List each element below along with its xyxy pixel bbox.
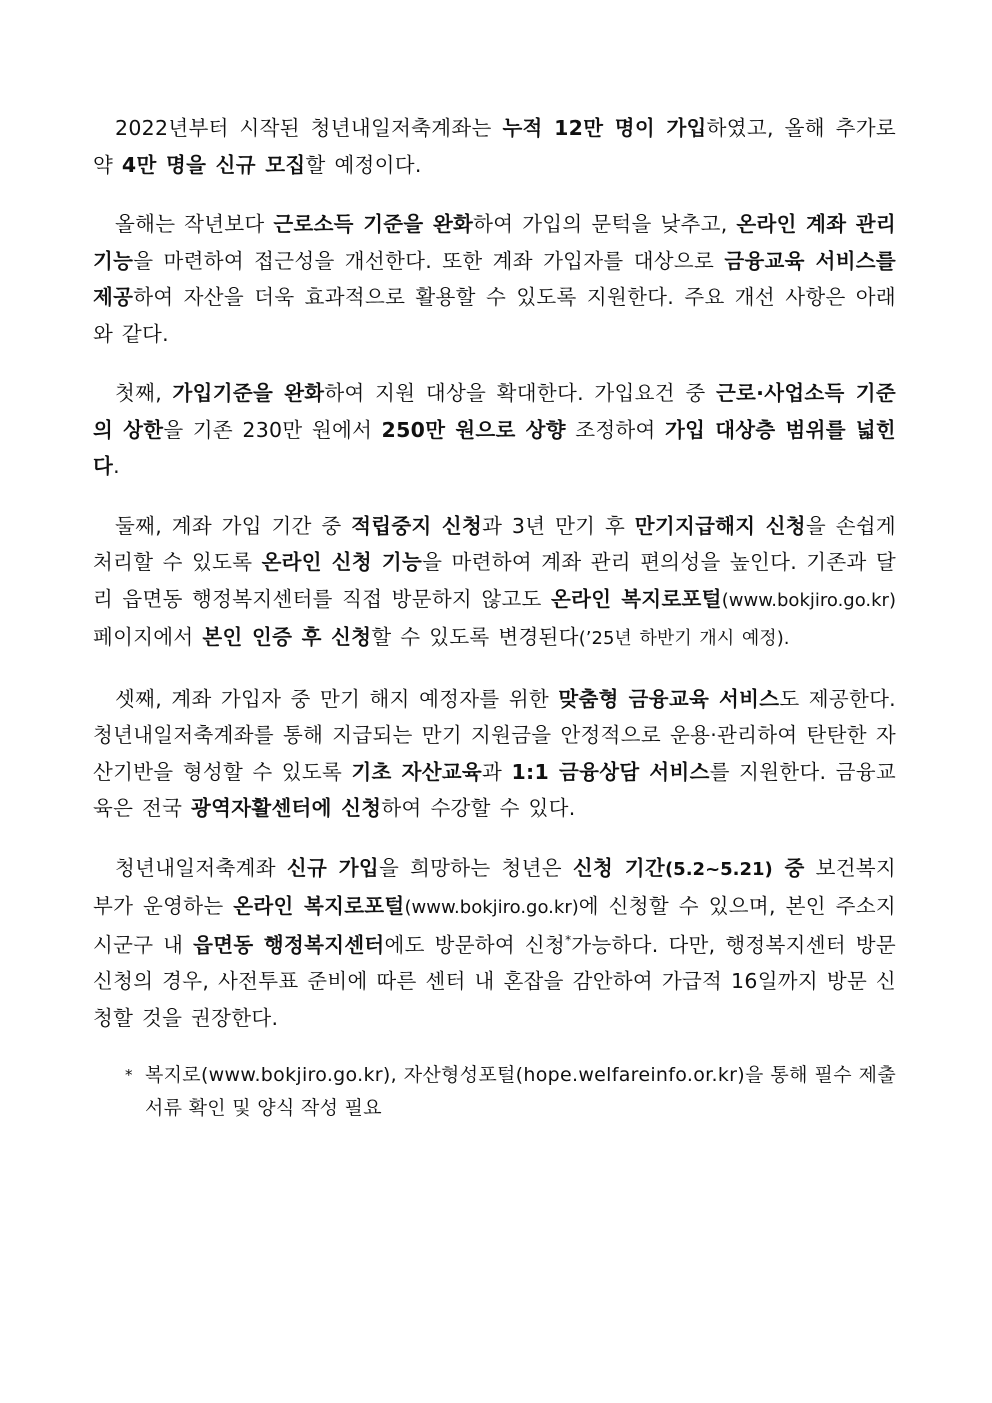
footnote (125, 1059, 896, 1125)
paragraph-enrollment-summary: 2022년부터 시작된 청년내일저축계좌는 누적 12만 명이 가입하였고, 올해 추가로 약 4만 명을 신규 모집할 예정이다. (93, 116, 896, 177)
footnote-marker: * (565, 932, 572, 947)
bokjiro-url: (www.bokjiro.go.kr) (721, 589, 896, 611)
paragraph-first-eligibility: 첫째, 가입기준을 완화하여 지원 대상을 확대한다. 가입요건 중 근로·사업소득 기준의 상한을 기존 230만 원에서 250만 원으로 상향 조정하여 가입 대상층 범위를 넓힌다. (93, 381, 897, 478)
footnote-text: 복지로(www.bokjiro.go.kr), 자산형성포털(hope.welfareinfo.or.kr)을 통해 필수 제출서류 확인 및 양식 작성 필요 (145, 1064, 896, 1119)
paragraph-second-online-application: 둘째, 계좌 가입 기간 중 적립중지 신청과 3년 만기 후 만기지급해지 신청을 손쉽게 처리할 수 있도록 온라인 신청 기능을 마련하여 계좌 관리 편의성을 높인다. 기존과 달리 읍면동 행정복지센터를 직접 방문하지 않고도 온라인 복지로포털(www.bokjiro.go.kr) 페이지에서 본인 인증 후 신청할 수 있도록 변경된다(’25년 하반기 개시 예정). (93, 513, 897, 649)
paragraph-improvements-overview: 올해는 작년보다 근로소득 기준을 완화하여 가입의 문턱을 낮추고, 온라인 계좌 관리 기능을 마련하여 접근성을 개선한다. 또한 계좌 가입자를 대상으로 금융교육 서비스를 제공하여 자산을 더욱 효과적으로 활용할 수 있도록 지원한다. 주요 개선 사항은 아래와 같다. (93, 212, 897, 346)
footnote-asterisk: * (125, 1066, 133, 1084)
paragraph-third-financial-education: 셋째, 계좌 가입자 중 만기 해지 예정자를 위한 맞춤형 금융교육 서비스도 제공한다. 청년내일저축계좌를 통해 지급되는 만기 지원금을 안정적으로 운용·관리하여 탄탄한 자산기반을 형성할 수 있도록 기초 자산교육과 1:1 금융상담 서비스를 지원한다. 금융교육은 전국 광역자활센터에 신청하여 수강할 수 있다. (93, 686, 896, 820)
document-page (93, 110, 896, 1125)
bokjiro-url: (www.bokjiro.go.kr) (404, 897, 579, 918)
paragraph-how-to-apply: 청년내일저축계좌 신규 가입을 희망하는 청년은 신청 기간(5.2~5.21) 중 보건복지부가 운영하는 온라인 복지로포털(www.bokjiro.go.kr)에 신청할 수 있으며, 본인 주소지 시군구 내 읍면동 행정복지센터에도 방문하여 신청*가능하다. 다만, 행정복지센터 방문 신청의 경우, 사전투표 준비에 따른 센터 내 혼잡을 감안하여 가급적 16일까지 방문 신청할 것을 권장한다. (93, 855, 897, 1030)
